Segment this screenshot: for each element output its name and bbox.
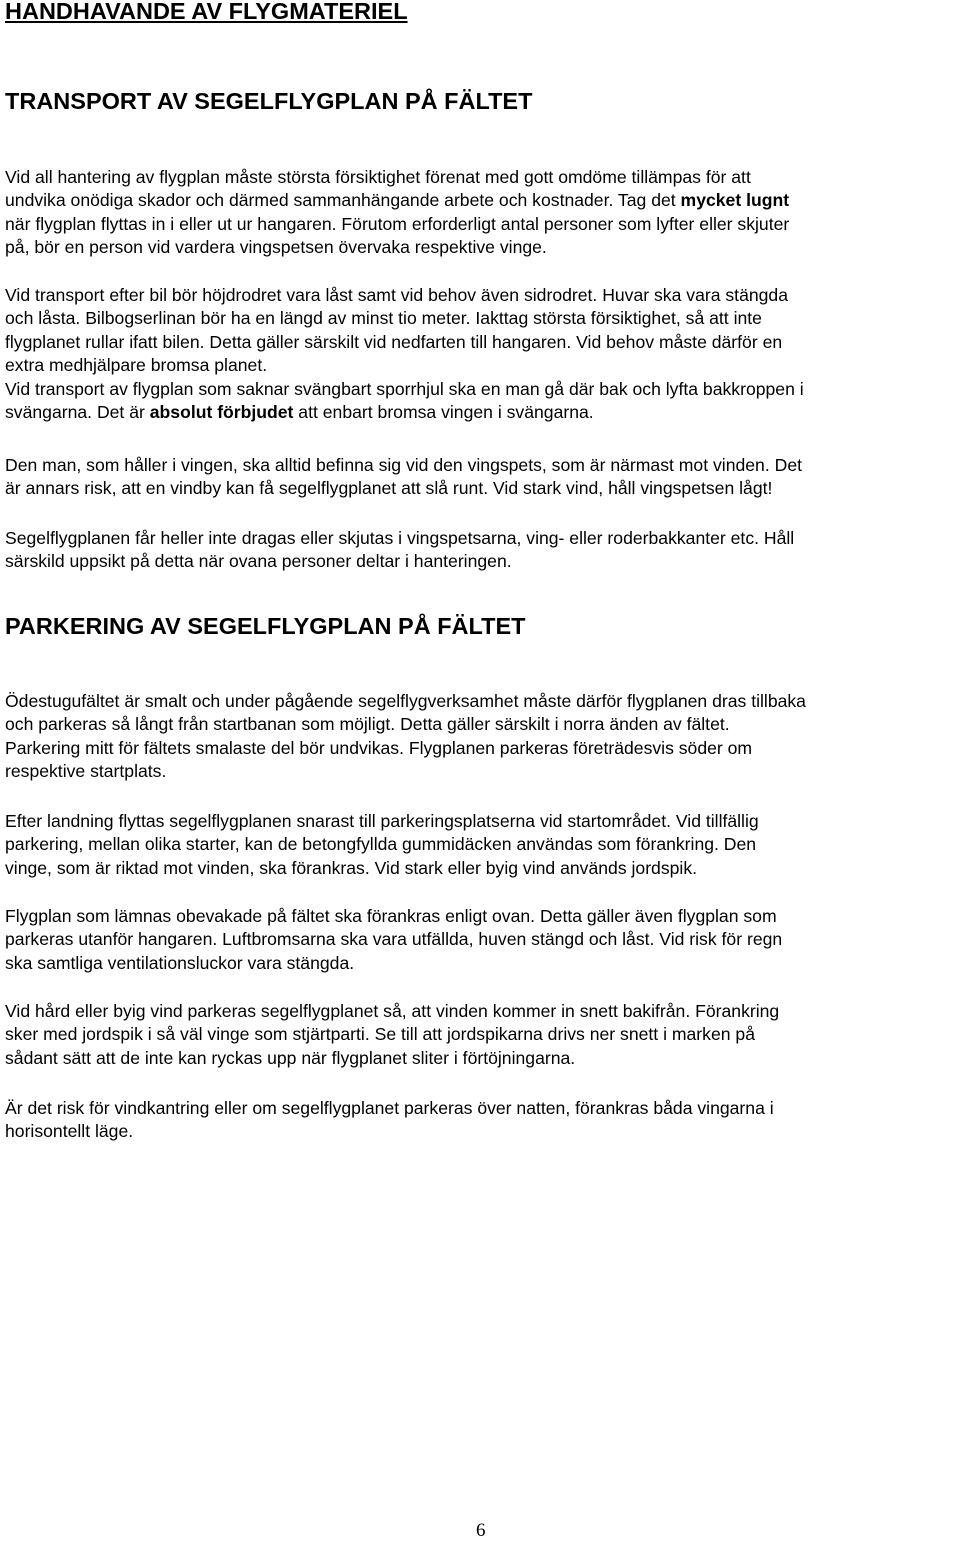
document-title: HANDHAVANDE AV FLYGMATERIEL xyxy=(5,0,408,24)
paragraph: Vid all hantering av flygplan måste största försiktighet förenat med gott omdöme tillämpas för att undvika onödiga skador och därmed sammanhängande arbete och kostnader. Tag det mycket lugnt när flygplan flyttas in i eller ut ur hangaren. Förutom erforderligt antal personer som lyfter eller skjuter på, bör en person vid vardera vingspetsen övervaka respektive vinge. xyxy=(5,166,790,257)
section-heading-parkering: PARKERING AV SEGELFLYGPLAN PÅ FÄLTET xyxy=(5,613,526,639)
section-heading-transport: TRANSPORT AV SEGELFLYGPLAN PÅ FÄLTET xyxy=(5,88,533,114)
paragraph: Segelflygplanen får heller inte dragas eller skjutas i vingspetsarna, ving- eller roderbakkanter etc. Håll särskild uppsikt på detta när ovana personer deltar i hanteringen. xyxy=(5,527,795,571)
paragraph: Vid hård eller byig vind parkeras segelflygplanet så, att vinden kommer in snett bakifrån. Förankring sker med jordspik i så väl vinge som stjärtparti. Se till att jordspikarna drivs ner snett i marken på sådant sätt att de inte kan ryckas upp när flygplanet sliter i förtöjningarna. xyxy=(5,1000,780,1068)
paragraph: Den man, som håller i vingen, ska alltid befinna sig vid den vingspets, som är närmast mot vinden. Det är annars risk, att en vindby kan få segelflygplanet att slå runt. Vid stark vind, håll vingspetsen lågt! xyxy=(5,454,802,498)
paragraph: Vid transport efter bil bör höjdrodret vara låst samt vid behov även sidrodret. Huvar ska vara stängda och låsta. Bilbogserlinan bör ha en längd av minst tio meter. Iakttag största försiktighet, så att inte flygplanet rullar ifatt bilen. Detta gäller särskilt vid nedfarten till hangaren. Vid behov måste därför en extra medhjälpare bromsa planet. Vid transport av flygplan som saknar svängbart sporrhjul ska en man gå där bak och lyfta bakkroppen i svängarna. Det är absolut förbjudet att enbart bromsa vingen i svängarna. xyxy=(5,284,804,422)
paragraph: Efter landning flyttas segelflygplanen snarast till parkeringsplatserna vid startområdet. Vid tillfällig parkering, mellan olika starter, kan de betongfyllda gummidäcken användas som förankring. Den vinge, som är riktad mot vinden, ska förankras. Vid stark eller byig vind används jordspik. xyxy=(5,810,759,878)
paragraph: Flygplan som lämnas obevakade på fältet ska förankras enligt ovan. Detta gäller även flygplan som parkeras utanför hangaren. Luftbromsarna ska vara utfällda, huven stängd och låst. Vid risk för regn ska samtliga ventilationsluckor vara stängda. xyxy=(5,905,783,973)
paragraph: Ödestugufältet är smalt och under pågående segelflygverksamhet måste därför flygplanen dras tillbaka och parkeras så långt från startbanan som möjligt. Detta gäller särskilt i norra änden av fältet. Parkering mitt för fältets smalaste del bör undvikas. Flygplanen parkeras företrädesvis söder om respektive startplats. xyxy=(5,690,806,781)
paragraph: Är det risk för vindkantring eller om segelflygplanet parkeras över natten, förankras båda vingarna i horisontellt läge. xyxy=(5,1097,774,1141)
page-number: 6 xyxy=(476,1520,486,1541)
